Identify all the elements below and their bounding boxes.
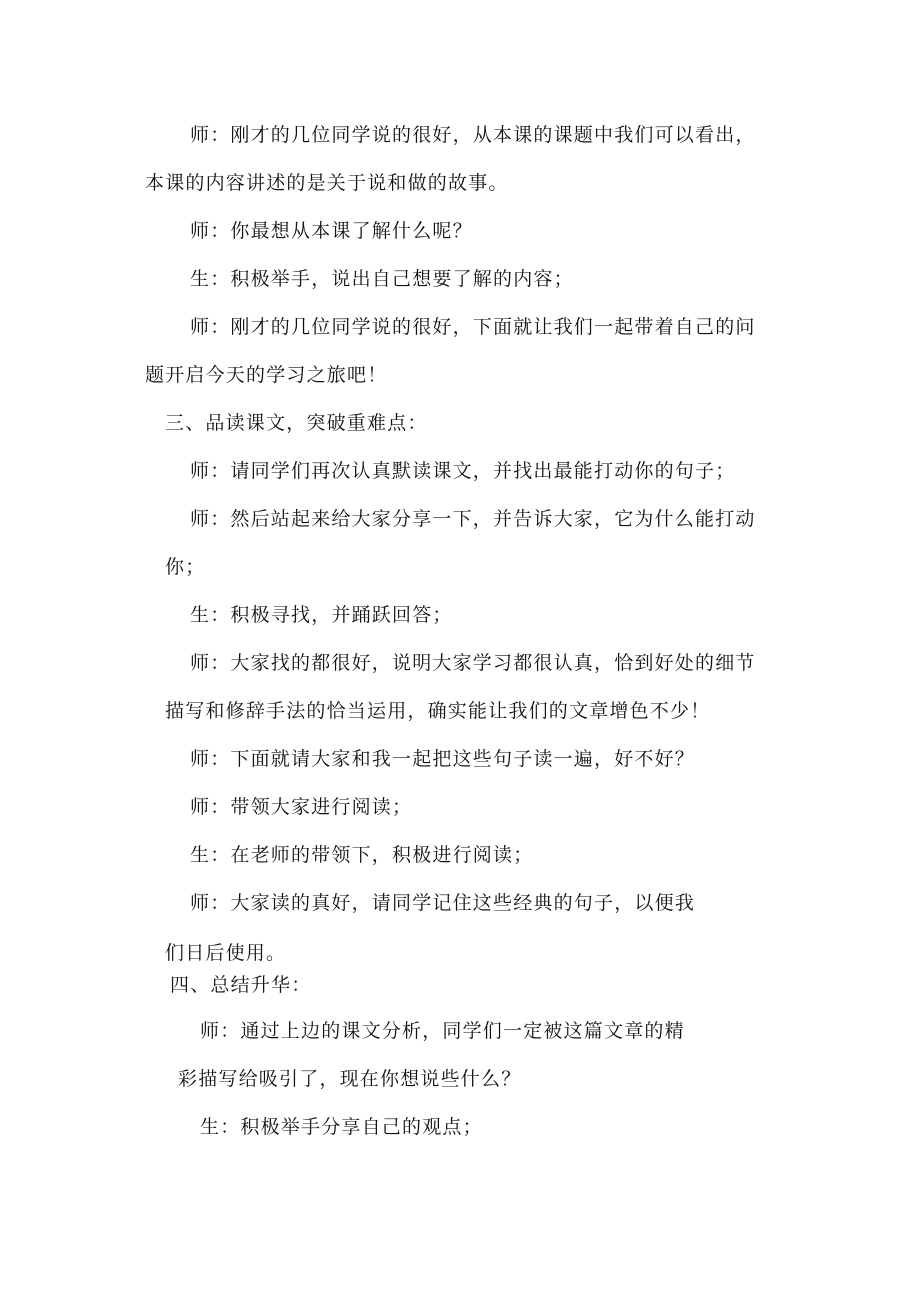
paragraph-line: 题开启今天的学习之旅吧！ bbox=[145, 364, 388, 386]
paragraph-line: 师：刚才的几位同学说的很好，下面就让我们一起带着自己的问 bbox=[190, 316, 756, 338]
paragraph-line: 描写和修辞手法的恰当运用，确实能让我们的文章增色不少！ bbox=[165, 700, 711, 722]
paragraph-line: 本课的内容讲述的是关于说和做的故事。 bbox=[145, 172, 509, 194]
paragraph-line: 师：然后站起来给大家分享一下，并告诉大家，它为什么能打动 bbox=[190, 508, 756, 530]
paragraph-line: 师：下面就请大家和我一起把这些句子读一遍，好不好？ bbox=[190, 748, 696, 770]
section-heading: 四、总结升华： bbox=[170, 974, 312, 996]
paragraph-line: 师：刚才的几位同学说的很好，从本课的课题中我们可以看出， bbox=[190, 124, 756, 146]
paragraph-line: 生：积极寻找，并踊跃回答； bbox=[190, 604, 453, 626]
section-heading: 三、品读课文，突破重难点： bbox=[165, 412, 428, 434]
paragraph-line: 师：带领大家进行阅读； bbox=[190, 796, 413, 818]
paragraph-line: 你； bbox=[165, 556, 206, 578]
paragraph-line: 们日后使用。 bbox=[165, 942, 287, 964]
paragraph-line: 生：在老师的带领下，积极进行阅读； bbox=[190, 844, 534, 866]
paragraph-line: 生：积极举手，说出自己想要了解的内容； bbox=[190, 268, 574, 290]
paragraph-line: 生：积极举手分享自己的观点； bbox=[200, 1116, 483, 1138]
paragraph-line: 师：大家读的真好，请同学记住这些经典的句子，以便我 bbox=[190, 892, 696, 914]
paragraph-line: 师：大家找的都很好，说明大家学习都很认真，恰到好处的细节 bbox=[190, 652, 756, 674]
paragraph-line: 彩描写给吸引了，现在你想说些什么？ bbox=[178, 1068, 522, 1090]
paragraph-line: 师：请同学们再次认真默读课文，并找出最能打动你的句子； bbox=[190, 460, 736, 482]
paragraph-line: 师：通过上边的课文分析，同学们一定被这篇文章的精 bbox=[200, 1020, 685, 1042]
paragraph-line: 师：你最想从本课了解什么呢？ bbox=[190, 220, 473, 242]
